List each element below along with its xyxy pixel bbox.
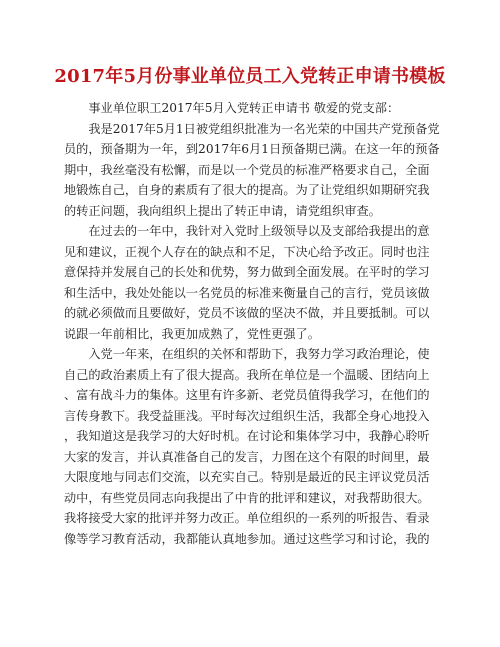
body-line: 见和建议，正视个人存在的缺点和不足，下决心给予改正。同时也注	[64, 244, 430, 259]
body-line: 和生活中，我处处能以一名党员的标准来衡量自己的言行，党员该做	[64, 285, 430, 300]
body-line: 期中，我丝毫没有松懈，而是以一个党员的标准严格要求自己，全面	[64, 162, 430, 177]
body-line: 入党一年来，在组织的关怀和帮助下，我努力学习政治理论，使	[64, 347, 430, 361]
body-line: ，我知道这是我学习的大好时机。在讨论和集体学习中，我静心聆听	[64, 429, 430, 443]
body-line: 大家的发言，并认真准备自己的发言，力图在这个有限的时间里，最	[64, 449, 430, 464]
body-line: 意保持并发展自己的长处和优势，努力做到全面发展。在平时的学习	[64, 265, 430, 279]
document-body	[64, 98, 442, 549]
body-line: 员的，预备期为一年，到2017年6月1日预备期已满。在这一年的预备	[64, 142, 440, 156]
body-line: 我将接受大家的批评并努力改正。单位组织的一系列的听报告、看录	[64, 511, 430, 525]
body-line: 像等学习教育活动，我都能认真地参加。通过这些学习和讨论，我的	[64, 531, 430, 546]
body-line: 言传身教下。我受益匪浅。平时每次过组织生活，我都全身心地投入	[64, 408, 430, 423]
body-line: 我是2017年5月1日被党组织批准为一名光荣的中国共产党预备党	[64, 121, 440, 136]
body-line: 的就必须做而且要做好，党员不该做的坚决不做，并且要抵制。可以	[64, 306, 430, 320]
body-line: 、富有战斗力的集体。这里有许多新、老党员值得我学习，在他们的	[64, 388, 430, 402]
body-line: 的转正问题，我向组织上提出了转正申请，请党组织审查。	[64, 203, 381, 218]
body-line: 自己的政治素质上有了很大提高。我所在单位是一个温暖、团结向上	[64, 367, 430, 382]
body-line: 动中，有些党员同志向我提出了中肯的批评和建议，对我帮助很大。	[64, 490, 430, 505]
body-line: 事业单位职工2017年5月入党转正申请书 敬爱的党支部：	[64, 101, 400, 115]
body-line: 说跟一年前相比，我更加成熟了，党性更强了。	[64, 326, 320, 341]
document-title: 2017年5月份事业单位员工入党转正申请书模板	[54, 66, 446, 87]
body-line: 大限度地与同志们交流，以充实自己。特别是最近的民主评议党员活	[64, 470, 430, 484]
body-line: 在过去的一年中，我针对入党时上级领导以及支部给我提出的意	[64, 224, 430, 238]
body-line: 地锻炼自己，自身的素质有了很大的提高。为了让党组织如期研究我	[64, 183, 430, 197]
